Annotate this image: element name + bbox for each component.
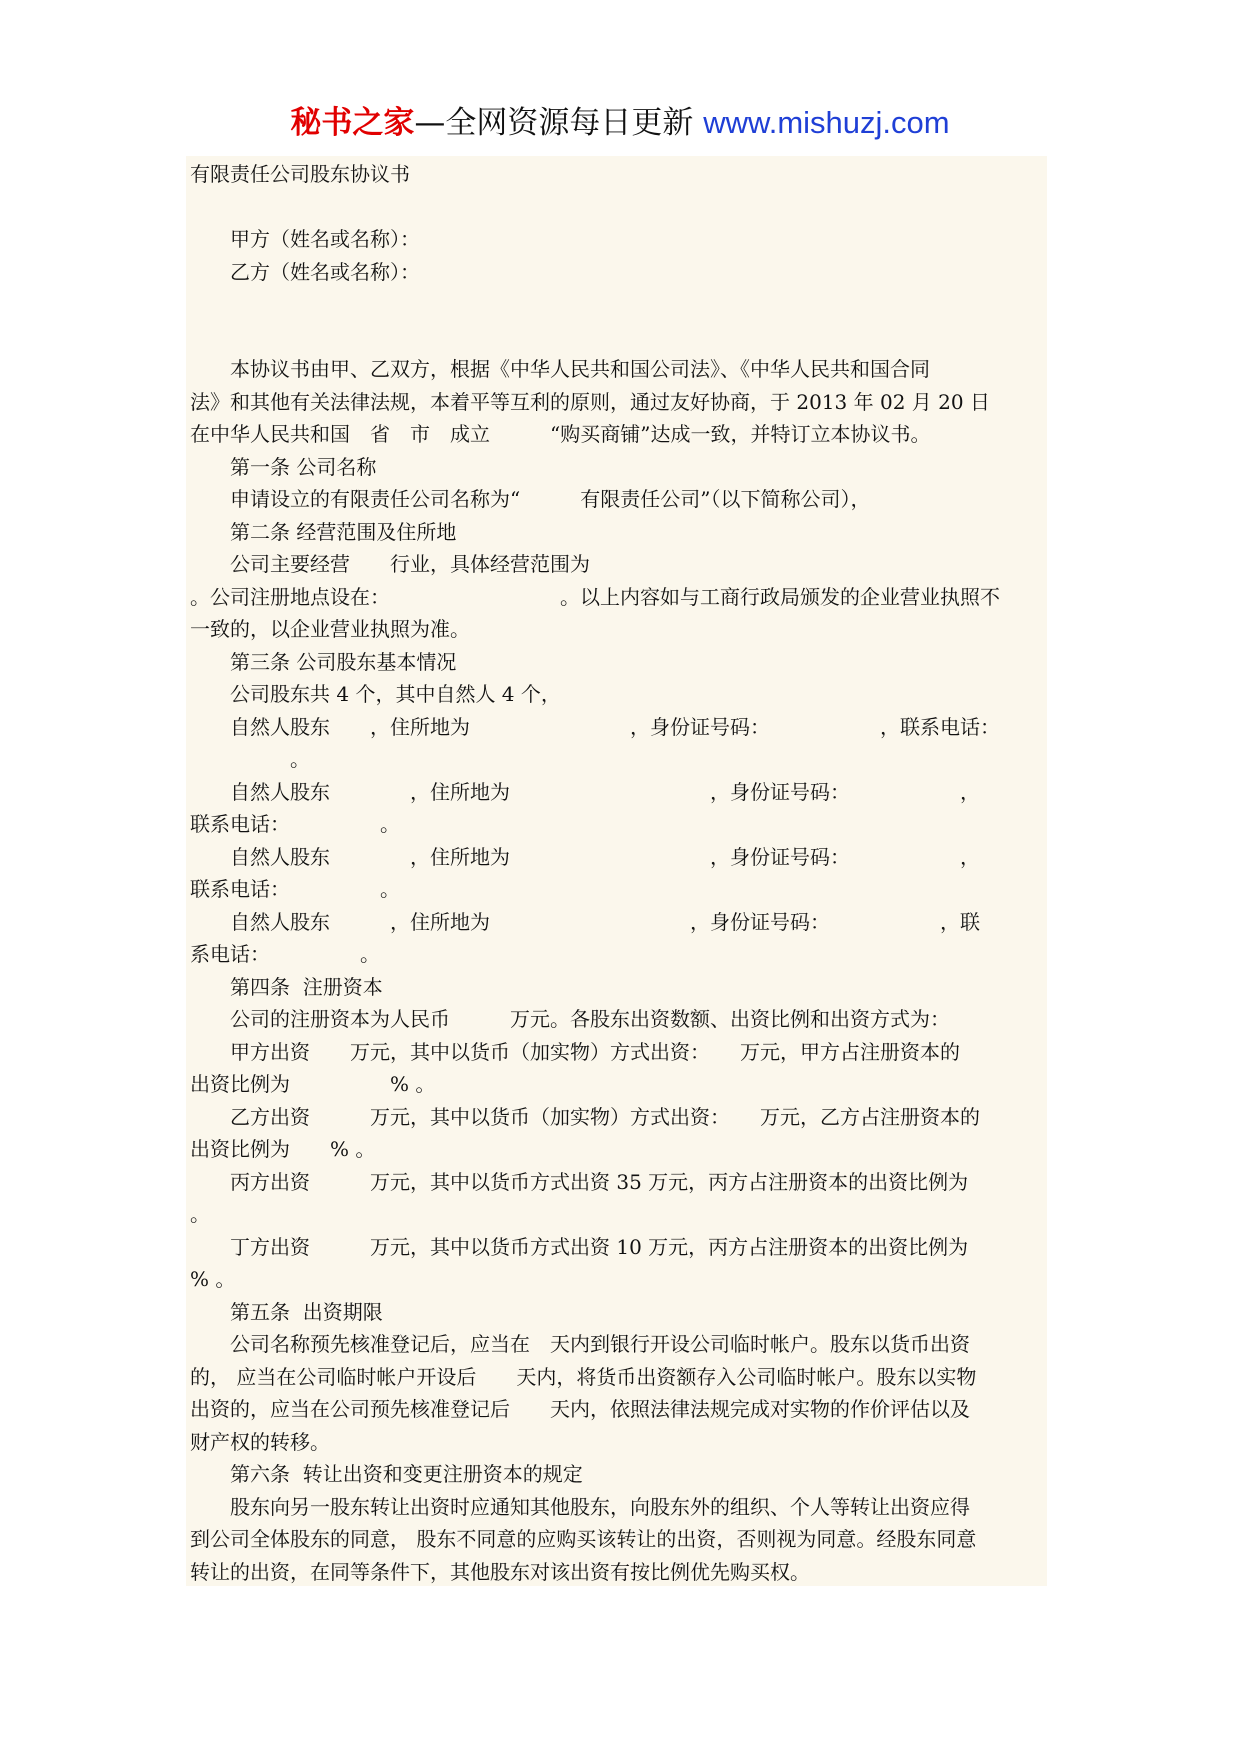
document-line: 财产权的转移。 [190, 1429, 330, 1454]
document-line: 转让的出资，在同等条件下，其他股东对该出资有按比例优先购买权。 [190, 1559, 810, 1584]
document-line: 甲方出资 万元，其中以货币（加实物）方式出资： 万元，甲方占注册资本的 [190, 1039, 960, 1064]
banner-tagline: —全网资源每日更新 [414, 105, 694, 141]
document-line: 自然人股东 ，住所地为 ，身份证号码： ， [190, 844, 980, 869]
brand-name: 秘书之家 [290, 105, 415, 141]
document-line: 第一条 公司名称 [190, 454, 377, 479]
document-line: 第三条 公司股东基本情况 [190, 649, 457, 674]
document-line: 联系电话： 。 [190, 812, 400, 836]
site-url[interactable]: www.mishuzj.com [703, 105, 950, 140]
blank-line [190, 191, 1046, 224]
document-line: 股东向另一股东转让出资时应通知其他股东，向股东外的组织、个人等转让出资应得 [190, 1494, 970, 1519]
document-line: % 。 [190, 1267, 236, 1291]
blank-line [190, 288, 1046, 321]
document-line: 第五条 出资期限 [190, 1299, 383, 1324]
document-line: 申请设立的有限责任公司名称为“ 有限责任公司”（以下简称公司）， [190, 487, 871, 511]
document-title: 有限责任公司股东协议书 [190, 162, 410, 186]
document-line: 乙方出资 万元，其中以货币（加实物）方式出资： 万元，乙方占注册资本的 [190, 1104, 980, 1129]
document-line: 联系电话： 。 [190, 877, 400, 901]
document-line: 甲方（姓名或名称）： [190, 227, 420, 251]
document-line: 公司名称预先核准登记后，应当在 天内到银行开设公司临时帐户。股东以货币出资 [190, 1332, 970, 1356]
document-line: 公司的注册资本为人民币 万元。各股东出资数额、出资比例和出资方式为： [190, 1007, 950, 1031]
document-line: 公司股东共 4 个，其中自然人 4 个， [190, 682, 561, 706]
document-line: 出资比例为 % 。 [190, 1072, 436, 1096]
document-line: 到公司全体股东的同意， 股东不同意的应购买该转让的出资，否则视为同意。经股东同意 [190, 1527, 977, 1551]
document-line: 。公司注册地点设在： 。以上内容如与工商行政局颁发的企业营业执照不 [190, 584, 1000, 609]
document-line: 出资比例为 % 。 [190, 1137, 376, 1161]
document-line: 一致的，以企业营业执照为准。 [190, 617, 470, 641]
document-body [190, 158, 1046, 1588]
document-line: 。 [190, 1202, 210, 1226]
document-line: 在中华人民共和国 省 市 成立 “购买商铺”达成一致，并特订立本协议书。 [190, 422, 931, 446]
document-line: 第二条 经营范围及住所地 [190, 519, 457, 544]
document-line: 。 [190, 747, 310, 771]
document-line: 系电话： 。 [190, 942, 380, 966]
document-line: 自然人股东 ，住所地为 ，身份证号码： ，联 [190, 909, 980, 934]
document-line: 出资的，应当在公司预先核准登记后 天内，依照法律法规完成对实物的作价评估以及 [190, 1397, 970, 1421]
document-line: 第四条 注册资本 [190, 974, 383, 999]
document-line: 第六条 转让出资和变更注册资本的规定 [190, 1462, 583, 1486]
document-line: 公司主要经营 行业，具体经营范围为 [190, 552, 590, 576]
document-line: 的， 应当在公司临时帐户开设后 天内，将货币出资额存入公司临时帐户。股东以实物 [190, 1364, 977, 1389]
document-line: 自然人股东 ，住所地为 ，身份证号码： ， [190, 779, 980, 804]
blank-line [190, 321, 1046, 354]
document-line: 法》和其他有关法律法规，本着平等互利的原则，通过友好协商，于 2013 年 02 月 20 日 [190, 389, 990, 414]
document-line: 丙方出资 万元，其中以货币方式出资 35 万元，丙方占注册资本的出资比例为 [190, 1169, 969, 1194]
document-line: 乙方（姓名或名称）： [190, 259, 420, 284]
site-banner [0, 100, 1240, 146]
document-line: 丁方出资 万元，其中以货币方式出资 10 万元，丙方占注册资本的出资比例为 [190, 1234, 969, 1259]
document-line: 本协议书由甲、乙双方，根据《中华人民共和国公司法》、《中华人民共和国合同 [190, 357, 930, 381]
document-line: 自然人股东 ，住所地为 ，身份证号码： ，联系电话： [190, 714, 1000, 739]
